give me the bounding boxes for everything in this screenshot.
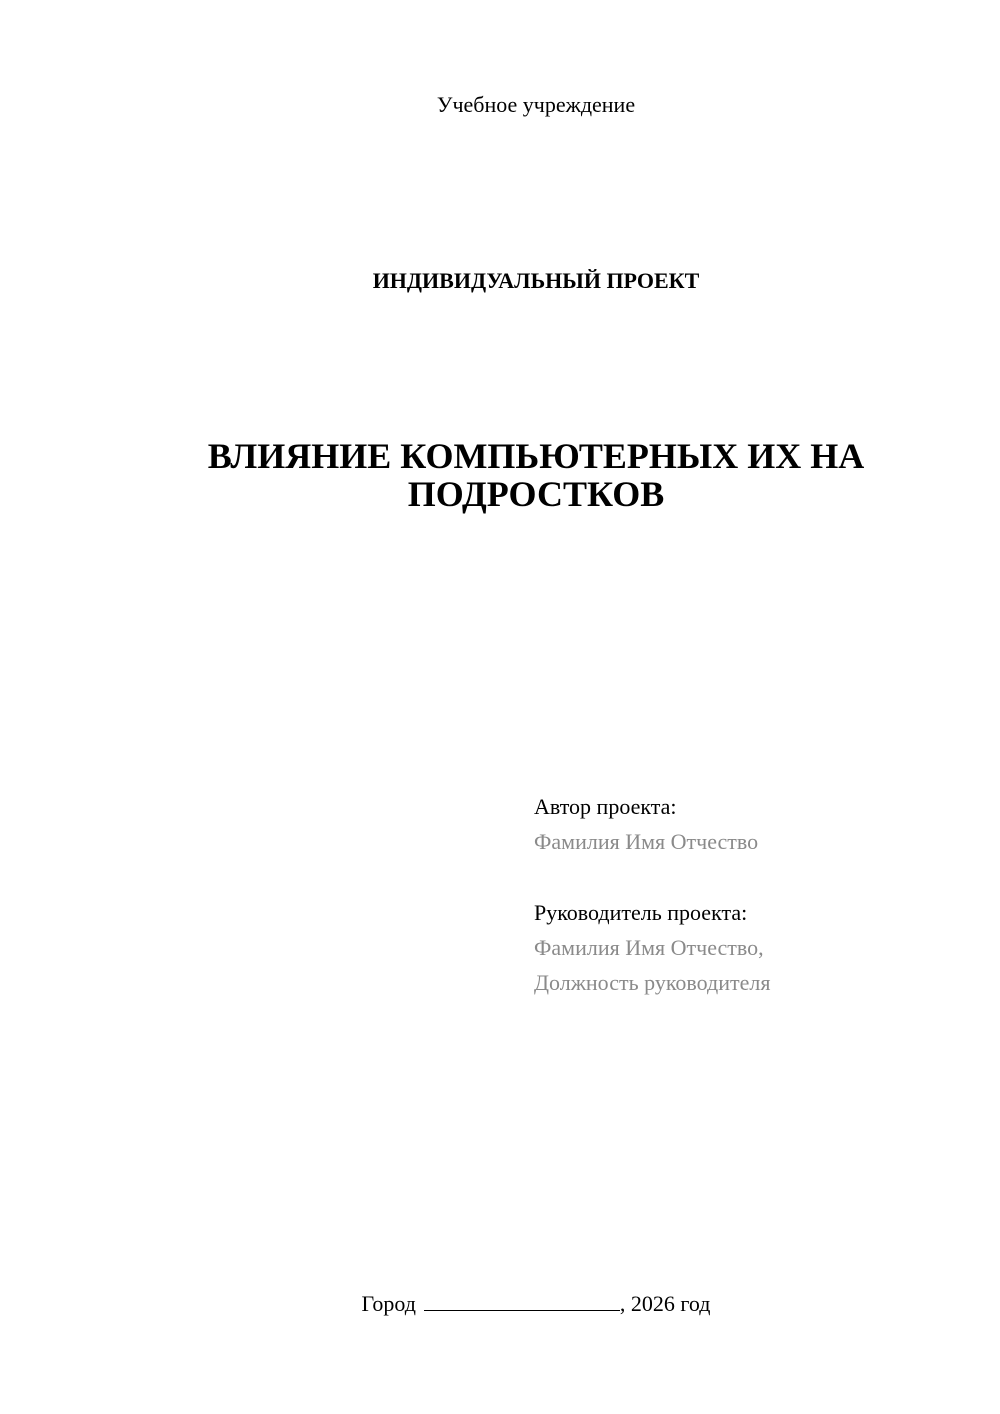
institution-name: Учебное учреждение	[436, 92, 636, 117]
author-name-placeholder: Фамилия Имя Отчество	[534, 829, 759, 854]
year-text: , 2026 год	[619, 1291, 711, 1316]
city-label: Город	[361, 1291, 416, 1316]
author-label: Автор проекта:	[534, 794, 677, 819]
city-year-line	[0, 1290, 1000, 1318]
project-info-block	[534, 789, 974, 1000]
project-type-heading: ИНДИВИДУАЛЬНЫЙ ПРОЕКТ	[372, 268, 700, 293]
city-blank-line	[424, 1290, 620, 1311]
project-title	[0, 437, 1000, 513]
supervisor-label: Руководитель проекта:	[534, 900, 748, 925]
supervisor-position-placeholder: Должность руководителя	[534, 970, 771, 995]
project-title-line-2: ПОДРОСТКОВ	[407, 474, 665, 514]
project-title-line-1: ВЛИЯНИЕ КОМПЬЮТЕРНЫХ ИХ НА	[207, 436, 865, 476]
info-spacer	[534, 859, 974, 895]
supervisor-name-placeholder: Фамилия Имя Отчество,	[534, 935, 764, 960]
